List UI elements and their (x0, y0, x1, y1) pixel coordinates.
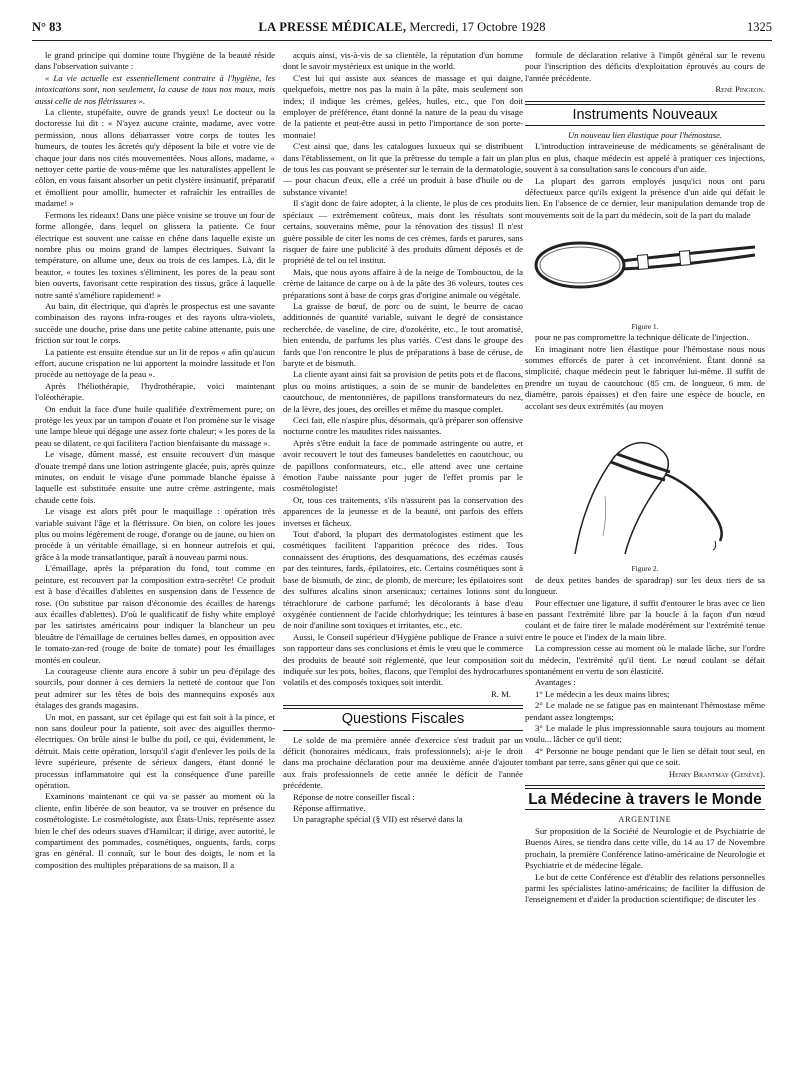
paragraph: La cliente ayant ainsi fait sa provision de petits pots et de flacons, plus ou moins artistiques, a soin de se munir de bandelettes en caoutchouc, de mentonnières, de papillons transformateurs du nez, de la lèvre, des joues, des oreilles et même du masque complet. (283, 369, 523, 414)
paragraph: On enduit la face d'une huile qualifiée d'extrêmement pure; on protège les yeux par un tampon d'ouate et l'on promène sur le visage une lampe bleue qui dégage une assez forte chaleur; « les pores de la peau se dilatent, ce qui facilitera l'action bienfaisante du massage ». (35, 403, 275, 448)
paragraph: Après s'être enduit la face de pommade astringente ou autre, et avoir recouvert le tout des fameuses bandelettes en caoutchouc, ou de papillons conformateurs, etc., elle attend avec une certaine émotion l'aube naissante pour juger de l'effet promis par le cosmétologiste! (283, 437, 523, 494)
article-subtitle: Un nouveau lien élastique pour l'hémostase. (567, 130, 723, 141)
paragraph: Réponse affirmative. (293, 803, 366, 813)
section-divider (525, 125, 765, 126)
section-title-fiscal: Questions Fiscales (341, 711, 465, 728)
column-left (35, 50, 275, 1080)
paragraph: formule de déclaration relative à l'impôt général sur le revenu pour l'inscription des déficits d'exploitation éprouvés au cours de l'année précédente. (525, 50, 765, 83)
paragraph: Sur proposition de la Société de Neurologie et de Psychiatrie de Buenos Aires, se tiendra dans cette ville, du 14 au 17 de Novembre prochain, la première Conférence latino-américaine de Neurologie et Psychiatrie et de médecine légale. (525, 825, 765, 871)
article-signature: René Pingeon. (715, 84, 765, 95)
paragraph: L'émaillage, après la préparation du fond, tout comme en peinture, est recouvert par la composition extra-secrète! Ce produit est à base d'écailles d'ablettes en suspension dans de l'essence de rose. (On substitue par raison d'économie des écailles de harengs aux écailles d'ablettes). D'où le qualificatif de fishy white employé par les satiristes américains pour indiquer la blancheur un peu bleuâtre de l'émaillage de certaines belles dames, en opposition avec le tomato-zan-red (rouge de boite de tomate) pour les émaillages montés en couleur. (35, 563, 275, 665)
section-title-monde: La Médecine à travers le Monde (528, 791, 762, 809)
paragraph: Or, tous ces traitements, s'ils n'assurent pas la conservation des apparences de la jeunesse et de la beauté, ont parfois des effets inverses et fâcheux. (283, 494, 523, 528)
paragraph: Au bain, dit électrique, qui d'après le prospectus est une savante combinaison des rayons infra-rouges et des rayons ultra-violets, succède une douche, prise dans une petite cabine attenante, puis une friction sur tout le corps. (35, 300, 275, 346)
figure-caption: Figure 1. (631, 321, 659, 331)
paragraph: Le solde de ma première année d'exercice s'est traduit par un déficit (honoraires médicaux, frais professionnels); ai-je le droit dans ma prochaine déclaration pour ma deuxième année d'ajouter aux frais professionnels de cette année le déficit de l'année précédente. (283, 734, 523, 791)
paragraph: La graisse de bœuf, de porc ou de suint, le beurre de cacao additionnés de quantité variable, suivant le degré de consistance recherchée, de vaseline, de cire, d'ozokérite, etc., le tout aromatisé, bien entendu, de parfums les plus variés. C'est dans le groupe des fards que l'on rencontre le plus de préparations à base de céruse, de baryte et de bismuth. (283, 300, 523, 368)
paragraph: de deux petites bandes de sparadrap) sur les deux tiers de sa longueur. (525, 574, 765, 597)
paragraph: Un mot, en passant, sur cet épilage qui est fait soit à la pince, et non sans douleur pour la patiente, soit avec des aiguilles thermo-électriques. On brûle ainsi le bulbe du poil, ce qui, évidemment, le détruit. Mais cette opération, lorsqu'il s'agit d'enlever les poils de la lèvre supérieure, présente de sérieux dangers, étant donné le processus inflammatoire qui est la conséquence d'une pareille opération. (35, 711, 275, 790)
column-right (525, 50, 765, 1080)
paragraph: Réponse de notre conseiller fiscal : (293, 791, 415, 802)
list-item: 4° Personne ne bouge pendant que le lien se défait tout seul, en tombant par terre, sans gêner qui que ce soit. (525, 745, 765, 768)
paragraph: Le visage, dûment massé, est ensuite recouvert d'un masque d'ouate trempé dans une lotion astringente glacée, puis, après quinze minutes, on enduit le visage d'une pommade blanche épaisse à laquelle est substituée ensuite une autre crème astringente, mais chaude cette fois. (35, 449, 275, 505)
list-item: 1° Le médecin a les deux mains libres; (535, 688, 670, 699)
paragraph: le grand principe qui domine toute l'hygiène de la beauté réside dans l'observation suivante : (35, 50, 275, 72)
arm-tourniquet-illustration (545, 416, 745, 556)
paragraph: L'introduction intraveineuse de médicaments se généralisant de plus en plus, chaque médecin est appelé à pratiquer ces injections, souvent à sa consultation sans le concours d'un aide. (525, 141, 765, 175)
paragraph: Examinons maintenant ce qui va se passer au moment où la cliente, enfin libérée de son beautor, va se trouver en présence du cosmétologiste. Le cosmétologiste, aux États-Unis, représente assez bien le chef des odeurs suaves d'Hamilcar; il dirige, avec autorité, le compartiment des pommades, cosmétiques, onguents, fards, corps gras en général. Il connaît, sur le bout des doigts, le nom et la composition des multiples préparations de sa maison. Il a (35, 791, 275, 870)
paragraph: Le but de cette Conférence est d'établir des relations personnelles parmi les spécialistes latino-américains; de faciliter la diffusion de l'enseignement et d'aider la production scientifique; de discuter les (525, 871, 765, 905)
section-title-instruments: Instruments Nouveaux (572, 106, 718, 123)
issue-number: N° 83 (32, 20, 62, 34)
paragraph: pour ne pas compromettre la technique délicate de l'injection. (535, 332, 749, 343)
paragraph: « La vie actuelle est essentiellement contraire à l'hygiène, les intoxications sont, non seulement, la cause de tous nos maux, mais aussi celle de nos flétrissures ». (35, 72, 275, 106)
section-divider (283, 730, 523, 731)
journal-name: LA PRESSE MÉDICALE, (258, 20, 407, 34)
paragraph: Fermons les rideaux! Dans une pièce voisine se trouve un four de forme allongée, dans lequel on glissera la patiente. Ce four électrique est souvent une caisse en chêne dans laquelle existe un nombre plus ou moins grand de lampes électriques. Suivant la température, on allume une, deux ou trois de ces lampes. Là, dit le beautor, « toutes les toxines s'éliminent, les pores de la peau sont bien ouverts, favorisant cette respiration des tissus, grâce à laquelle notre santé s'améliore rapidement! » (35, 209, 275, 300)
paragraph: Aussi, le Conseil supérieur d'Hygiène publique de France a suivi son rapporteur dans ses conclusions et émis le vœu que le commerce des produits de beauté soit réglementé, que leur composition soit indiquée sur les pots, boîtes, flacons, que l'emploi des hydrocarbures volatils et des composés toxiques soit interdit. (283, 631, 523, 688)
figure-1 (525, 225, 765, 316)
paragraph: Pour effectuer une ligature, il suffit d'entourer le bras avec ce lien en passant l'extrémité libre par la boucle à la façon d'un nœud coulant et de faire tirer le malade modérément sur l'extrémité tenue entre le pouce et l'index de la main libre. (525, 597, 765, 642)
section-divider (525, 785, 765, 789)
article-signature: Henry Brantmay (Genève). (668, 768, 765, 779)
column-middle (283, 50, 523, 1080)
page-number: 1325 (747, 20, 772, 34)
list-item: 2° Le malade ne se fatigue pas en maintenant l'hémostase même pendant assez longtemps; (525, 700, 765, 722)
paragraph: La patiente est ensuite étendue sur un lit de repos « afin qu'aucun effort, aucune crispation ne lui apportent la moindre lassitude et l'on procède au nettoyage de la peau ». (35, 346, 275, 380)
paragraph: La cliente, stupéfaite, ouvre de grands yeux! Le docteur ou la doctoresse lui dit : « N'ayez aucune crainte, madame, avec votre permission, nous allons débarrasser votre corps de toutes les humeurs, de toutes les âcretés qu'y déposent la bile et votre vie de chaque jour dans nos cités mouvementées. Nous allons, madame, « nettoyer cette partie de vous-même que les naturalistes appellent le côlon, en vous faisant absorber un petit clystère insinuatif, préparatif et émollient pour amollir, humecter et rafraîchir les entrailles de madame! » (35, 107, 275, 209)
paragraph: La plupart des garrots employés jusqu'ici nous ont paru défectueux parce qu'ils exigent la présence d'un aide qui défait le lien. En l'absence de ce dernier, leur manipulation demande trop de mouvements soit de la part du médecin, soit de la part du malade (525, 175, 765, 220)
journal-title (32, 20, 772, 35)
figure-2 (525, 416, 765, 559)
section-divider (525, 809, 765, 810)
paragraph: La courageuse cliente aura encore à subir un peu d'épilage des sourcils, pour donner à ces derniers la netteté de contour que l'on peut admirer sur les têtes de bois des mannequins exposés aux étalages des grands magasins. (35, 665, 275, 711)
paragraph: Après l'héliothérapie, l'hydrothérapie, voici maintenant l'oléothérapie. (35, 380, 275, 403)
figure-caption: Figure 2. (631, 564, 659, 574)
paragraph: Un paragraphe spécial (§ VII) est réservé dans la (293, 814, 463, 825)
paragraph: Le visage est alors prêt pour le maquillage : opération très variable suivant l'âge et la flétrissure. On bien, on colore les joues plus ou moins légèrement de rouge, d'orange ou de jaune, ou bien on procède à un véritable émaillage, si en honneur autrefois et qui, grâce à la mode transatlantique, paraît à nouveau parmi nous. (35, 506, 275, 562)
country-heading: ARGENTINE (618, 815, 672, 825)
article-signature: R. M. (490, 688, 511, 699)
section-divider (283, 705, 523, 709)
list-item: 3° Le malade le plus impressionnable saura toujours au moment voulu... lâcher ce qu'il tient; (525, 723, 765, 745)
paragraph: La compression cesse au moment où le malade lâche, sur l'ordre du médecin, l'extrémité qu'il tient. Le nœud coulant se défait spontanément en vertu de son élasticité. (525, 643, 765, 676)
elastic-loop-illustration (530, 225, 760, 313)
paragraph: En imaginant notre lien élastique pour l'hémostase nous nous sommes efforcés de parer à cet inconvénient. Étant donné sa simplicité, chaque médecin peut le fabriquer lui-même. Il suffit de prendre un tuyau de caoutchouc (85 cm. de longueur, 6 mm. de diamètre, parois épaisses) et d'en faire une espèce de boucle, en accolant ses deux extrémités (au moyen (525, 343, 765, 411)
paragraph: Tout d'abord, la plupart des dermatologistes estiment que les cosmétiques facilitent l'apparition précoce des rides. Tous connaissent des éruptions, des desquamations, des eczémas causés par des teintures, fards, épilatoires, etc. Certains cosmétiques sont à base de bismuth, de zinc, de plomb, de mercure; les épilatoires sont des sulfures alcalins sinon arsenicaux; certaines lotions sont du tétrachlorure de carbone parfumé; les décolorants à base d'eau oxygénée contiennent de l'acide chlorhydrique; les teintures à base de noir d'aniline sont toxiques et irritantes, etc., etc. (283, 529, 523, 631)
paragraph: Avantages : (535, 677, 576, 688)
page-header (32, 18, 772, 41)
paragraph: Il s'agit donc de faire adopter, à la cliente, le plus de ces produits spéciaux — extrêmement coûteux, mais dont les résultats sont certains, souverains même, pour la rénovation des tissus! Il n'est guère possible de citer les noms de ces crèmes, fards et parures, sans risquer de faire une publicité à des produits dûment déposés et de propriété de tel ou tel institut. (283, 198, 523, 266)
section-divider (525, 101, 765, 105)
paragraph: C'est ainsi que, dans les catalogues luxueux qui se distribuent dans l'établissement, on lit que la prêtresse du temple a fait un plan de tous les cas pouvant se présenter sur le terrain de la dermatologie, — pour chacun d'eux, elle a créé un produit à base d'huile ou de substance vivante! (283, 141, 523, 197)
paragraph: acquis ainsi, vis-à-vis de sa clientèle, la réputation d'un homme dont le savoir mystérieux est unique in the world. (283, 50, 523, 72)
paragraph: C'est lui qui assiste aux séances de massage et qui daigne, quelquefois, mettre nos pas la main à la pâte, mais seulement son index; il indique les crèmes, gelées, huiles, etc., que l'on doit employer de préférence, étant donné la nature de la peau du visage de la patiente et peut-être aussi in petto l'importance de son porte-monnaie! (283, 72, 523, 140)
paragraph: Ceci fait, elle n'aspire plus, désormais, qu'à préparer son offensive nocturne contre les maudites rides naissantes. (283, 415, 523, 437)
paragraph: Mais, que nous ayons affaire à de la neige de Tombouctou, de la crème de laitance de carpe ou à de la pâte des 36 voleurs, toutes ces préparations sont à base de corps gras d'origine animale ou végétale. (283, 266, 523, 300)
issue-date: Mercredi, 17 Octobre 1928 (409, 20, 546, 34)
